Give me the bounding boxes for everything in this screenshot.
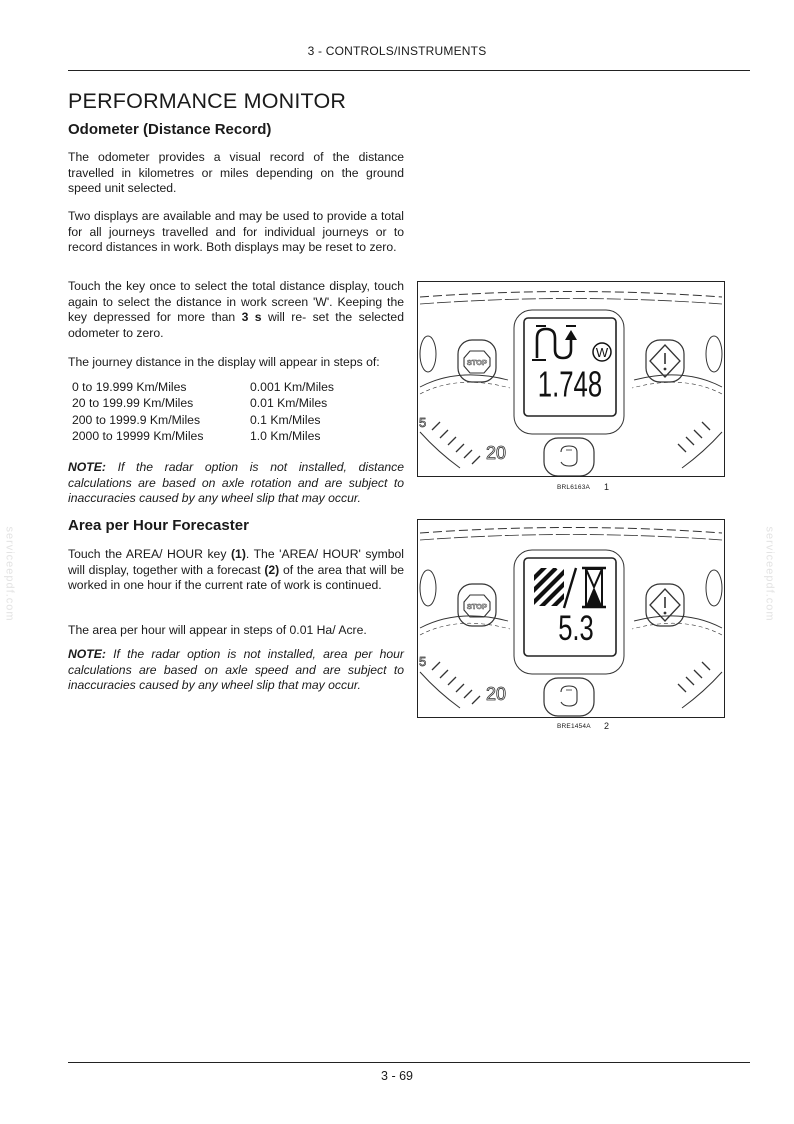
figure-1-odometer-display (417, 281, 725, 477)
fig1-gauge-side: 5 (419, 415, 427, 430)
odometer-paragraph-2: Two displays are available and may be used to provide a total for all journeys travelled and for individual journeys or to record distances in work. Both displays may be reset to zero. (68, 209, 404, 255)
figure-1-caption: BRL6163A (557, 484, 591, 491)
figure-2-illustration (418, 520, 724, 717)
steps-row (72, 380, 334, 396)
header-rule (68, 70, 750, 71)
area-paragraph-2: The area per hour will appear in steps of 0.01 Ha/ Acre. (68, 623, 367, 637)
steps-range-cell: 2000 to 19999 Km/Miles (72, 428, 204, 443)
page-number: 3 - 69 (381, 1069, 413, 1083)
figure-2-number: 2 (604, 721, 610, 731)
steps-range-cell: 0 to 19.999 Km/Miles (72, 380, 187, 394)
steps-increment-cell: 1.0 Km/Miles (250, 428, 321, 443)
figure-2-caption: BRE1454A (557, 723, 591, 730)
steps-table-container (72, 380, 334, 445)
odometer-paragraph-3: Touch the key once to select the total distance display, touch again to select the distance in work screen 'W'. Keeping the key depressed for more than 3 s will re- set the selected odometer to zero. (68, 279, 404, 341)
fig1-stop-label: STOP (466, 358, 488, 367)
footer-rule (68, 1062, 750, 1063)
steps-range-cell: 200 to 1999.9 Km/Miles (72, 412, 201, 427)
fig2-gauge-side: 5 (419, 654, 427, 669)
watermark-left: serviceepdf.com (3, 526, 16, 622)
figure-1-illustration (418, 282, 724, 476)
steps-range-cell: 20 to 199.99 Km/Miles (72, 396, 194, 411)
odometer-paragraph-4: The journey distance in the display will appear in steps of: (68, 355, 380, 369)
steps-row (72, 413, 334, 429)
steps-row (72, 396, 334, 412)
fig1-display-value: 1.748 (537, 364, 603, 405)
odometer-note: NOTE: If the radar option is not installed, distance calculations are based on axle rotation and are subject to inaccuracies caused by any wheel slip that may occur. (68, 460, 404, 506)
area-paragraph-1: Touch the AREA/ HOUR key (1). The 'AREA/ HOUR' symbol will display, together with a forecast (2) of the area that will be worked in one hour if the current rate of work is continued. (68, 547, 404, 593)
figure-1-number: 1 (604, 482, 610, 492)
page-title: PERFORMANCE MONITOR (68, 89, 347, 113)
figure-2-area-display (417, 519, 725, 718)
odometer-heading: Odometer (Distance Record) (68, 121, 272, 138)
area-heading: Area per Hour Forecaster (68, 517, 249, 534)
fig1-mode-letter: W (595, 345, 609, 360)
fig2-display-value: 5.3 (558, 607, 594, 648)
fig1-gauge-number: 20 (486, 443, 507, 463)
steps-increment-cell: 0.01 Km/Miles (250, 396, 328, 411)
steps-table (72, 380, 334, 445)
steps-row (72, 429, 334, 445)
watermark-right: serviceepdf.com (763, 526, 776, 622)
area-note: NOTE: If the radar option is not installed, area per hour calculations are based on axle speed and are subject to inaccuracies caused by any wheel slip that may occur. (68, 647, 404, 693)
odometer-paragraph-1: The odometer provides a visual record of the distance travelled in kilometres or miles depending on the ground speed unit selected. (68, 150, 404, 196)
running-header: 3 - CONTROLS/INSTRUMENTS (307, 44, 487, 58)
steps-increment-cell: 0.001 Km/Miles (250, 380, 334, 394)
fig2-stop-label: STOP (466, 602, 488, 611)
fig2-gauge-number: 20 (486, 684, 507, 704)
steps-increment-cell: 0.1 Km/Miles (250, 412, 321, 427)
